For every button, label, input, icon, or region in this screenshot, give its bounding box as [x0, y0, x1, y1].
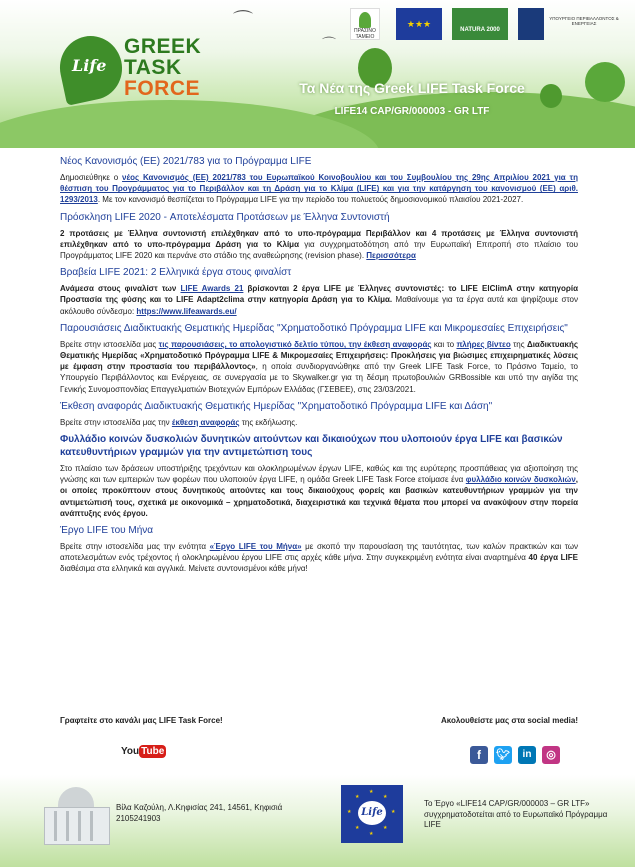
more-link[interactable]: Περισσότερα: [366, 251, 416, 261]
section-paragraph: 2 προτάσεις με Έλληνα συντονιστή επιλέχθηκαν από το υπο-πρόγραμμα Περιβάλλον και 4 προτάσεις με Έλληνα συντονιστή επιλέχθηκαν από το υπο-πρόγραμμα Δράση για το Κλίμα για συγχρηματοδότηση από την Ευρωπαϊκή Επιτροπή στο πλαίσιο του Προγράμματος LIFE 2020 και περνάνε στο στάδιο της αναθεώρησης (revision phase). Περισσότερα: [60, 228, 578, 261]
contact-phone: 2105241903: [116, 814, 161, 823]
report-link[interactable]: έκθεση αναφοράς: [171, 417, 240, 427]
section-paragraph: Βρείτε στην ιστοσελίδα μας τις παρουσιάσεις, το απολογιστικό δελτίο τύπου, την έκθεση αναφοράς και το πλήρες βίντεο της Διαδικτυακής Θεματικής Ημερίδας «Χρηματοδοτικό Πρόγραμμα LIFE & Μικρομεσαίες Επιχειρήσεις: Προκλήσεις για βιώσιμες επιχειρηματικές λύσεις με έμφαση στην προστασία του περιβάλλοντος», η οποία συνδιοργανώθηκε από την Greek LIFE Task Force, το Πράσινο Ταμείο, το Υπουργείο Περιβάλλοντος και Ενέργειας, σε συνεργασία με το Skywalker.gr για τη δέσμη πρωτοβουλιών GRBossible και υπό την αιγίδα της Γενικής Συνομοσπονδίας Επαγγελματιών Βιοτεχνών Εμπόρων Ελλάδας (ΓΣΕΒΕΕ), στις 23/03/2021.: [60, 339, 579, 394]
section-paragraph: Στο πλαίσιο των δράσεων υποστήριξης τρεχόντων και ολοκληρωμένων έργων LIFE, καθώς και της ευρύτερης προσπάθειας για αξιοποίηση της γνώσης και των εμπειριών των φορέων που υλοποιούν έργα LIFE, η ομάδα Greek LIFE Task Force ετοίμασε ένα φυλλάδιο κοινών δυσκολιών, οι οποίες προκύπτουν στους δυνητικούς αιτούντες και τους δικαιούχους φορείς και βασικών κατευθυντήριων γραμμών για την αντιμετώπισή τους, σχετικά με οικονομικά – χρηματοδοτικά, διαχειριστικά και τεχνικά θέματα που μπορεί να ανακύψουν στην πορεία ανάπτυξης ενός έργου.: [60, 464, 579, 518]
ministry-name-logo: ΥΠΟΥΡΓΕΙΟ ΠΕΡΙΒΑΛΛΟΝΤΟΣ & ΕΝΕΡΓΕΙΑΣ: [549, 16, 619, 26]
ministry-emblem-logo: [518, 8, 544, 40]
section-paragraph: Ανάμεσα στους φιναλίστ των LIFE Awards 21 βρίσκονται 2 έργα LIFE με Έλληνες συντονιστές: το LIFE ElClimA στην κατηγορία Προστασία της φύσης και το LIFE Adapt2clima στην κατηγορία Δράση για το Κλίμα. Μαθαίνουμε για τα έργα αυτά και ψηφίζουμε στον ακόλουθο σύνδεσμο: https://www.lifeawards.eu/: [60, 284, 578, 316]
linkedin-icon[interactable]: in: [518, 746, 536, 764]
regulation-link[interactable]: νέος Κανονισμός (ΕΕ) 2021/783 του Ευρωπαϊκού Κοινοβουλίου και του Συμβουλίου της 29ης Απριλίου 2021 για τη θέσπιση του Προγράμματος για το Περιβάλλον και τη Δράση για το Κλίμα (LIFE) και για την κατάργηση του κανονισμού (ΕΕ) αριθ. 1293/2013: [60, 173, 578, 205]
social-cta: Ακολουθείστε μας στα social media!: [441, 716, 579, 725]
newsletter-footer: [0, 775, 635, 867]
section-title: Έκθεση αναφοράς Διαδικτυακής Θεματικής Ημερίδας "Χρηματοδοτικό Πρόγραμμα LIFE και Δάση": [60, 400, 493, 412]
eu-life-logo: ★ ★ ★ ★ ★ ★ ★ ★ Life: [341, 785, 403, 843]
newsletter-title: Τα Νέα της Greek LIFE Task Force: [299, 80, 525, 96]
project-of-month-link[interactable]: «Έργο LIFE του Μήνα»: [209, 542, 302, 552]
tree-illustration: [585, 62, 625, 102]
project-code: LIFE14 CAP/GR/000003 - GR LTF: [334, 106, 490, 117]
section-paragraph: Βρείτε στην ιστοσελίδα μας την ενότητα «Έργο LIFE του Μήνα» με σκοπό την παρουσίαση της ταυτότητας, των καλών πρακτικών και των αποτελεσμάτων ενός τρέχοντος ή ολοκληρωμένου έργου LIFE στις αρχές κάθε μήνα. Στην συγκεκριμένη ενότητα είναι αναρτημένα 40 έργα LIFE διαθέσιμα στα ελληνικά και αγγλικά. Μείνετε συντονισμένοι κάθε μήνα!: [60, 542, 579, 574]
logo-word: FORCE: [124, 77, 200, 100]
section-paragraph: Βρείτε στην ιστοσελίδα μας την έκθεση αναφοράς της εκδήλωσης.: [60, 417, 298, 427]
youtube-icon[interactable]: You Tube: [121, 746, 165, 757]
section-title: Νέος Κανονισμός (ΕΕ) 2021/783 για το Πρόγραμμα LIFE: [60, 156, 312, 167]
natura-2000-logo: NATURA 2000: [452, 8, 508, 40]
life-awards-link[interactable]: LIFE Awards 21: [180, 284, 244, 294]
newsletter-header: [0, 0, 635, 148]
leaflet-link[interactable]: φυλλάδιο κοινών δυσκολιών: [465, 475, 576, 485]
facebook-icon[interactable]: f: [470, 746, 488, 764]
logo-word: TASK: [124, 56, 182, 79]
greek-life-task-force-logo: Life GREEK TASK FORCE: [60, 30, 220, 110]
full-video-link[interactable]: πλήρες βίντεο: [456, 339, 511, 349]
bird-icon: ⌒: [233, 10, 253, 32]
presentations-link[interactable]: τις παρουσιάσεις, το απολογιστικό δελτίο τύπου, την έκθεση αναφοράς: [158, 339, 432, 349]
section-title: Πρόσκληση LIFE 2020 - Αποτελέσματα Προτάσεων με Έλληνα Συντονιστή: [60, 211, 390, 223]
logo-word: GREEK: [124, 35, 202, 58]
contact-address: Βίλα Καζούλη, Λ.Κηφισίας 241, 14561, Κηφισιά 2105241903: [116, 803, 283, 823]
eu-flag-logo: ★★★: [396, 8, 442, 40]
newsletter-body: [60, 152, 578, 580]
twitter-icon[interactable]: 🐦︎: [494, 746, 512, 764]
villa-building-image: [40, 787, 112, 845]
lifeawards-url-link[interactable]: https://www.lifeawards.eu/: [136, 306, 237, 316]
youtube-cta: Γραφτείτε στο κανάλι μας LIFE Task Force!: [60, 716, 223, 725]
section-paragraph: Δημοσιεύθηκε ο νέος Κανονισμός (ΕΕ) 2021/783 του Ευρωπαϊκού Κοινοβουλίου και του Συμβουλίου της 29ης Απριλίου 2021 για τη θέσπιση του Προγράμματος για το Περιβάλλον και τη Δράση για το Κλίμα (LIFE) και για την κατάργηση του κανονισμού (ΕΕ) αριθ. 1293/2013. Με τον κανονισμό θεσπίζεται το Πρόγραμμα LIFE για την περίοδο του πολυετούς δημοσιονομικού πλαισίου 2021-2027.: [60, 173, 578, 205]
section-title: Φυλλάδιο κοινών δυσκολιών δυνητικών αιτούντων και δικαιούχων που υλοποιούν έργα LIFE και βασικών κατευθυντήριων γραμμών για την αντιμετώπιση τους: [60, 434, 563, 459]
green-fund-logo: ΠΡΑΣΙΝΟ ΤΑΜΕΙΟ: [350, 8, 380, 40]
section-title: Βραβεία LIFE 2021: 2 Ελληνικά έργα στους φιναλίστ: [60, 267, 292, 279]
section-title: Παρουσιάσεις Διαδικτυακής Θεματικής Ημερίδας "Χρηματοδοτικό Πρόγραμμα LIFE και Μικρομεσαίες Επιχειρήσεις": [60, 322, 568, 334]
bird-icon: ⌒: [322, 36, 336, 52]
instagram-icon[interactable]: ◎: [542, 746, 560, 764]
section-title: Έργο LIFE του Μήνα: [60, 525, 154, 537]
project-funding-note: Το Έργο «LIFE14 CAP/GR/000003 – GR LTF» συγχρηματοδοτείται από το Ευρωπαϊκό Πρόγραμμα LIFE: [424, 799, 608, 829]
